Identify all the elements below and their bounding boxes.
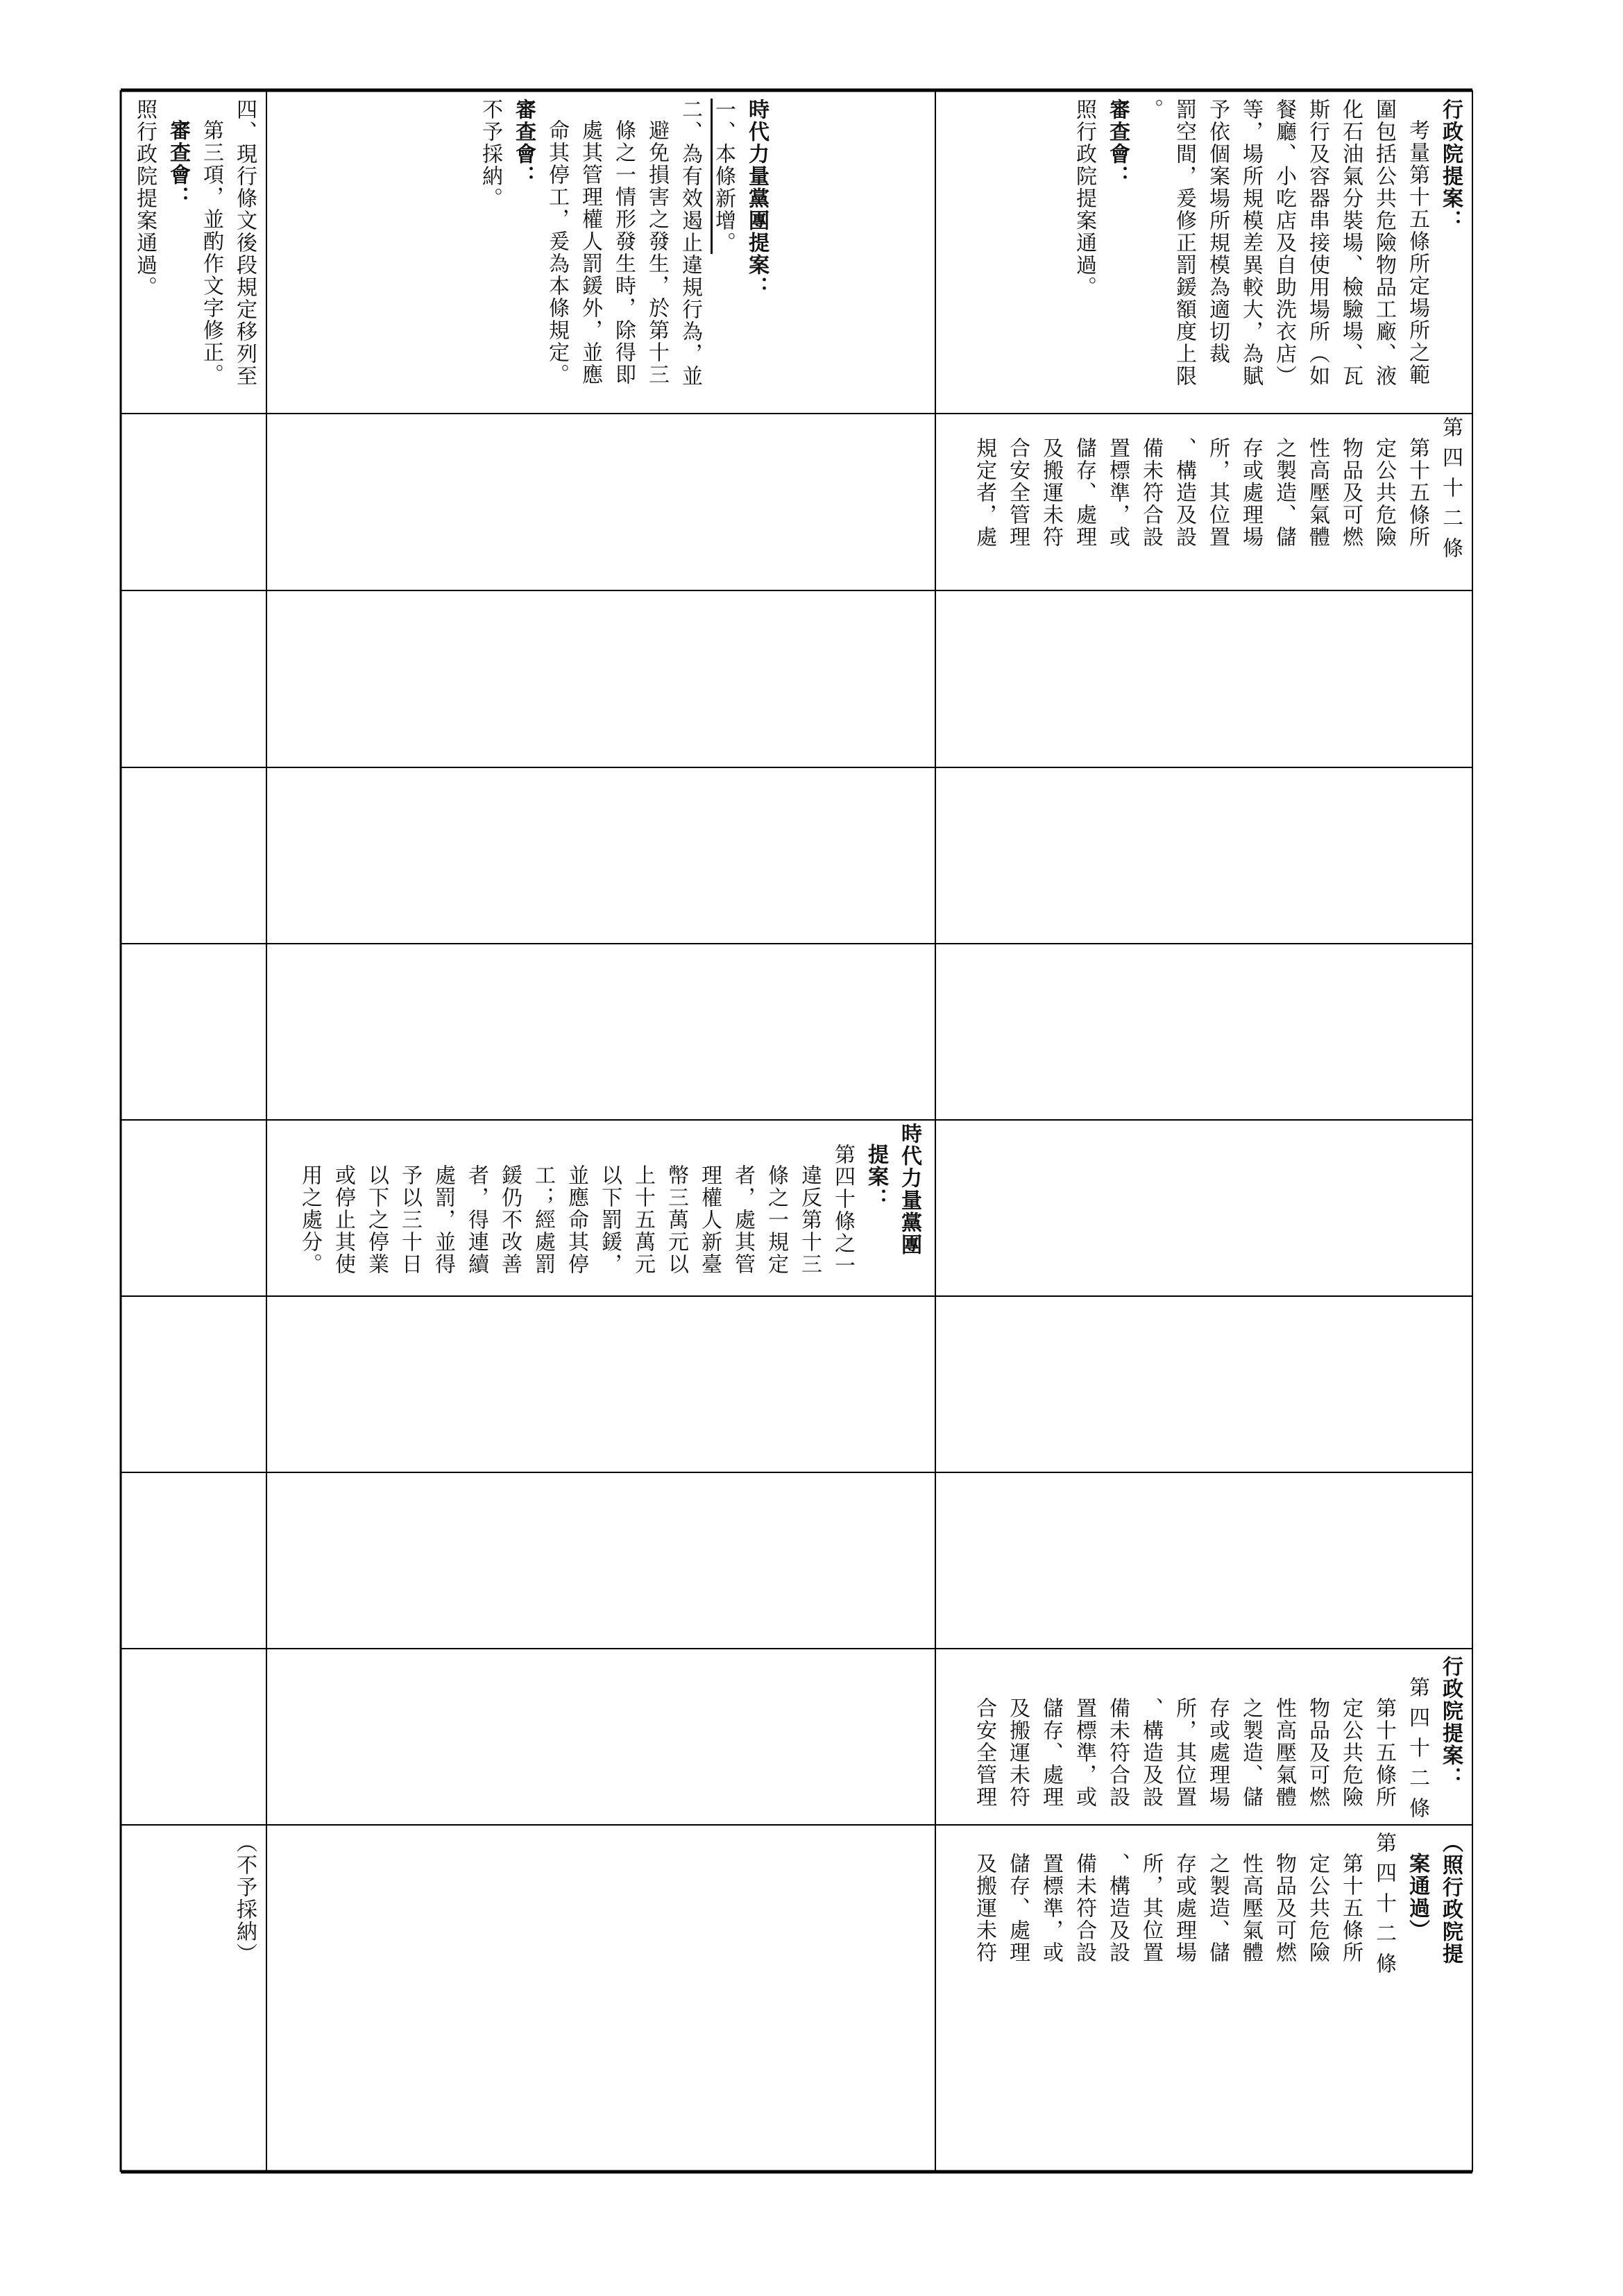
row3-col3-article: [942, 1832, 1467, 2165]
article-line: 並應命其停: [564, 1164, 588, 1275]
text-line: 化石油氣分裝場、檢驗場、瓦: [1339, 99, 1363, 387]
row3-col4-article: [942, 1656, 1467, 1822]
text-line: 。: [1139, 99, 1163, 121]
article-line: 或停止其使: [331, 1164, 355, 1275]
text-line: 罰空間，爰修正罰鍰額度上限: [1172, 99, 1196, 387]
article-line: 幣三萬元以: [664, 1164, 688, 1275]
article-line: 工；經處罰: [531, 1164, 555, 1275]
text-line: 二、為有效遏止違規行為，並: [678, 99, 702, 387]
article-line: 備未符合設: [1105, 1697, 1130, 1808]
row1-col3-article: [942, 416, 1467, 587]
text-line: 處其管理權人罰鍰外，並應: [578, 119, 602, 386]
article-line: 合安全管理: [972, 1697, 996, 1808]
article-line: 存或處理場: [1172, 1853, 1196, 1964]
text-line: 照行政院提案通過。: [1072, 99, 1096, 298]
article-line: 定公共危險: [1339, 1697, 1363, 1808]
text-line: 考量第十五條所定場所之範: [1405, 119, 1429, 386]
row3-col1-decision: [132, 1832, 261, 2165]
article-line: 者，處其管: [731, 1164, 755, 1275]
article-line: 所，其位置: [1172, 1697, 1196, 1808]
review-heading: 審查會：: [166, 119, 190, 208]
article-line: 予以三十日: [398, 1164, 422, 1275]
proposal-heading: 時代力量黨團提案：: [745, 99, 769, 298]
article-line: 存或處理場: [1239, 437, 1263, 548]
article-line: 及搬運未符: [1039, 437, 1063, 548]
article-line: 儲存、處理: [1005, 1853, 1030, 1964]
proposal-heading: 行政院提案：: [1438, 99, 1463, 232]
row1-col2-text: [273, 99, 773, 404]
text-line: 不予採納。: [478, 99, 502, 210]
article-line: 條之一規定: [764, 1164, 788, 1275]
article-line: 及搬運未符: [1005, 1697, 1030, 1808]
article-line: 第四十條之一: [831, 1143, 855, 1277]
row2-col2-proposal: [273, 1123, 926, 1293]
review-heading: 審查會：: [1105, 99, 1130, 187]
article-line: 第十五條所: [1372, 1697, 1396, 1808]
article-line: 第 四 十 二 條: [1405, 1676, 1429, 1820]
text-line: 第三項，並酌作文字修正。: [199, 119, 223, 386]
text-line: 命其停工，爰為本條規定。: [545, 119, 569, 386]
article-line: 物品及可燃: [1339, 437, 1363, 548]
article-line: 性高壓氣體: [1239, 1853, 1263, 1964]
article-line: 置標準，或: [1072, 1697, 1096, 1808]
article-line: 處罰，並得: [431, 1164, 455, 1275]
article-line: 第十五條所: [1339, 1853, 1363, 1964]
article-line: 性高壓氣體: [1305, 437, 1329, 548]
article-line: 第 四 十 二 條: [1438, 416, 1463, 560]
article-line: 上十五萬元: [631, 1164, 655, 1275]
article-line: 合安全管理: [1005, 437, 1030, 548]
article-line: 定公共危險: [1305, 1853, 1329, 1964]
article-line: 所，其位置: [1139, 1853, 1163, 1964]
article-line: 存或處理場: [1205, 1697, 1230, 1808]
article-line: 物品及可燃: [1272, 1853, 1296, 1964]
text-line: 等，場所規模差異較大，為賦: [1239, 99, 1263, 387]
article-line: 物品及可燃: [1305, 1697, 1329, 1808]
article-line: 理權人新臺: [697, 1164, 722, 1275]
row1-col3-note: [942, 99, 1467, 404]
text-line: 斯行及容器串接使用場所（如: [1305, 99, 1329, 387]
decision-heading: 案通過）: [1405, 1853, 1429, 1941]
review-heading: 審查會：: [511, 99, 536, 187]
article-line: 、構造及設: [1139, 1697, 1163, 1808]
article-line: 以下之停業: [364, 1164, 389, 1275]
article-line: 之製造、儲: [1272, 437, 1296, 548]
text-line: 予依個案場所規模為適切裁: [1205, 99, 1230, 365]
text-line: 圍包括公共危險物品工廠、液: [1372, 99, 1396, 387]
article-line: 第十五條所: [1405, 437, 1429, 548]
text-line: 一、本條新增。: [711, 99, 736, 254]
article-line: 違反第十三: [797, 1164, 822, 1275]
article-line: 備未符合設: [1139, 437, 1163, 548]
article-line: 規定者，處: [972, 437, 996, 548]
article-line: 置標準，或: [1039, 1853, 1063, 1964]
text-line: 照行政院提案通過。: [133, 99, 157, 298]
article-line: 置標準，或: [1105, 437, 1130, 548]
row1-col1-text: [132, 99, 261, 404]
article-line: 性高壓氣體: [1272, 1697, 1296, 1808]
article-line: 儲存、處理: [1072, 437, 1096, 548]
article-line: 、構造及設: [1172, 437, 1196, 548]
decision-heading: （照行政院提: [1438, 1832, 1463, 1965]
text-line: 餐廳、小吃店及自助洗衣店）: [1272, 99, 1296, 387]
proposal-heading: 提案：: [864, 1143, 888, 1210]
article-line: 用之處分。: [298, 1164, 322, 1275]
text-line: 四、現行條文後段規定移列至: [232, 99, 257, 387]
article-line: 、構造及設: [1105, 1853, 1130, 1964]
article-line: 儲存、處理: [1039, 1697, 1063, 1808]
decision-text: （不予採納）: [232, 1832, 257, 1965]
article-line: 所，其位置: [1205, 437, 1230, 548]
proposal-heading: 行政院提案：: [1438, 1656, 1463, 1789]
article-line: 者，得連續: [464, 1164, 488, 1275]
article-line: 鍰仍不改善: [498, 1164, 522, 1275]
article-line: 以下罰鍰，: [597, 1164, 622, 1275]
proposal-heading: 時代力量黨團: [897, 1123, 921, 1256]
text-line: 避免損害之發生，於第十三: [645, 119, 669, 386]
article-line: 之製造、儲: [1205, 1853, 1230, 1964]
article-line: 第 四 十 二 條: [1372, 1832, 1396, 1975]
article-line: 及搬運未符: [972, 1853, 996, 1964]
article-line: 備未符合設: [1072, 1853, 1096, 1964]
text-line: 條之一情形發生時，除得即: [611, 119, 636, 386]
article-line: 定公共危險: [1372, 437, 1396, 548]
article-line: 之製造、儲: [1239, 1697, 1263, 1808]
